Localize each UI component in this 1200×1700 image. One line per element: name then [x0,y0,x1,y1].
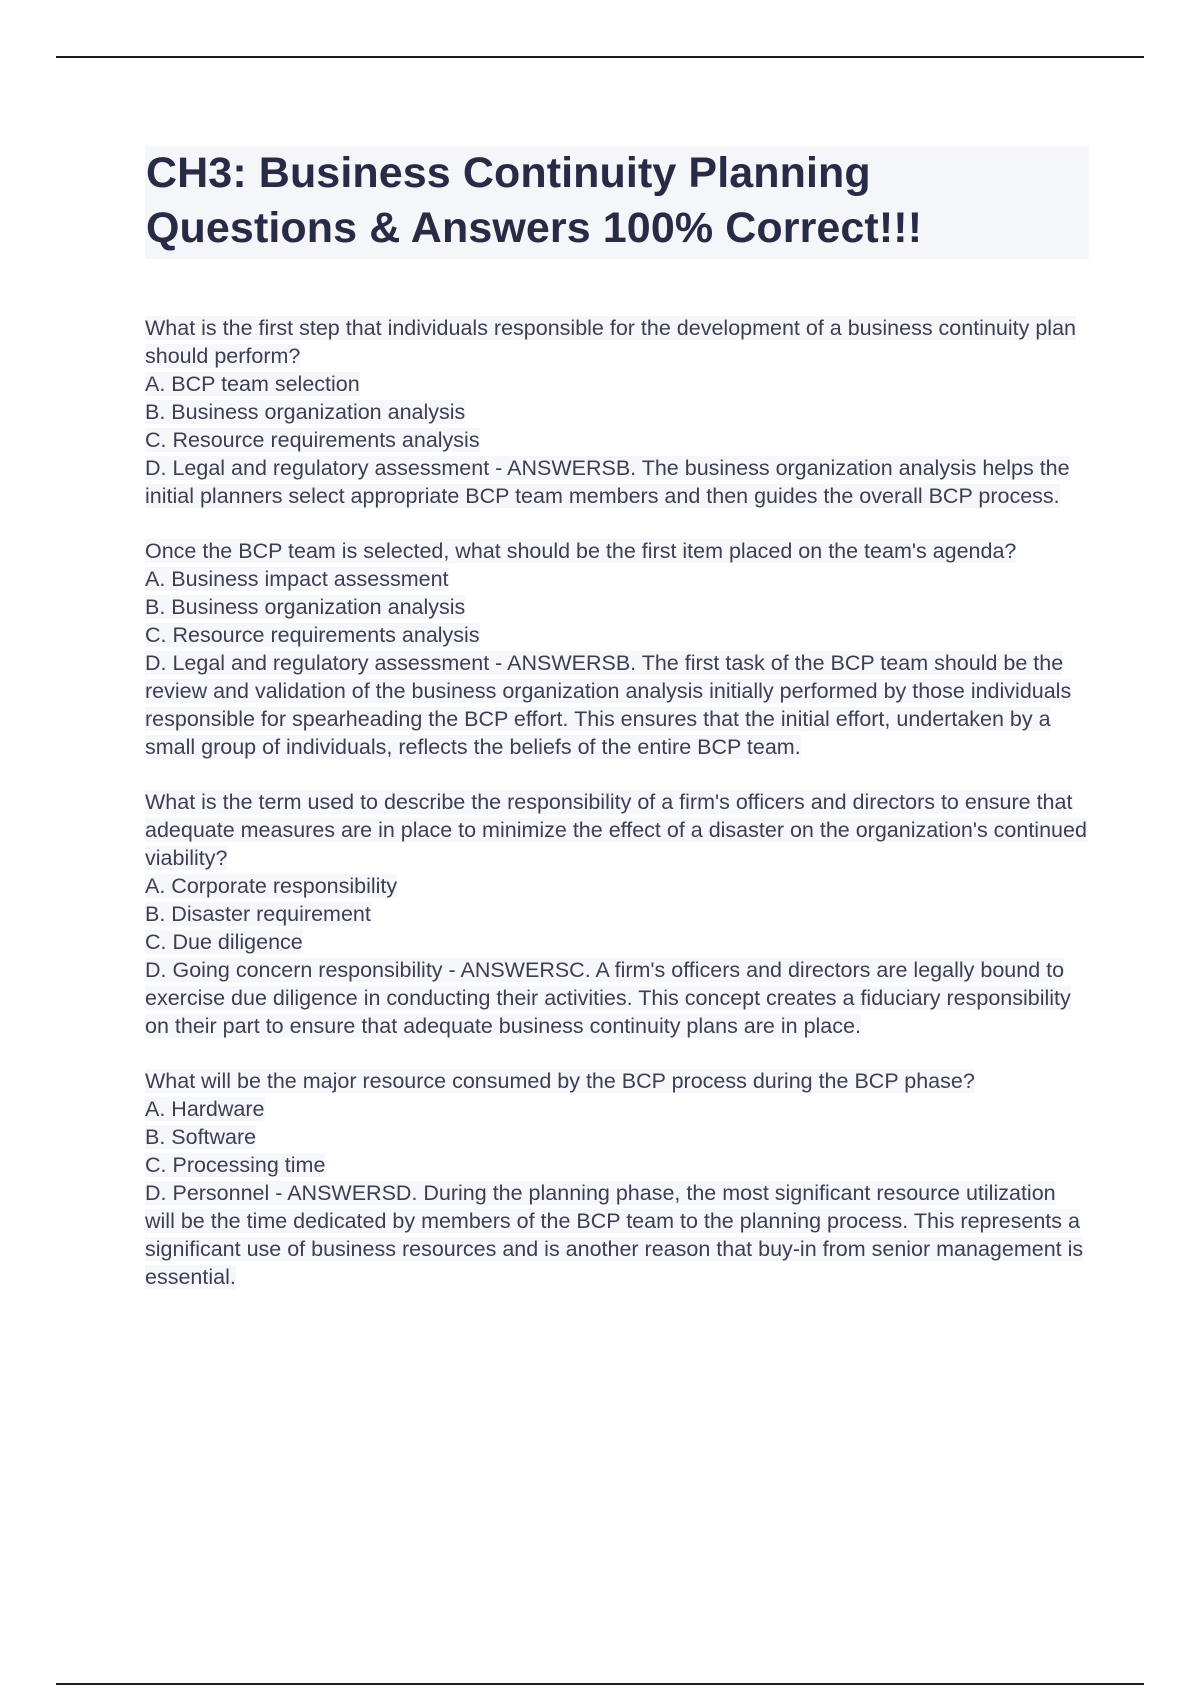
document-body [145,146,1089,1318]
title-line-2: Questions & Answers 100% Correct!!! [146,204,923,252]
option-d-with-answer: D. Legal and regulatory assessment - ANSWERSB. The business organization analysis helps the initial planners select appropriate BCP team members and then guides the overall BCP process. [145,456,1070,508]
question-item-3 [145,788,1089,1040]
question-text: What will be the major resource consumed by the BCP process during the BCP phase? [145,1069,975,1093]
option-c: C. Resource requirements analysis [145,428,480,452]
option-a: A. BCP team selection [145,372,360,396]
question-text: Once the BCP team is selected, what should be the first item placed on the team's agenda? [145,539,1017,563]
document-title [146,146,1083,256]
option-a: A. Corporate responsibility [145,874,398,898]
question-item-2 [145,537,1089,761]
option-a: A. Hardware [145,1097,265,1121]
question-text: What is the first step that individuals responsible for the development of a business continuity plan should perform? [145,316,1076,368]
option-b: B. Business organization analysis [145,400,466,424]
bottom-divider [56,1683,1144,1685]
question-item-1 [145,314,1089,510]
option-d-with-answer: D. Legal and regulatory assessment - ANSWERSB. The first task of the BCP team should be the review and validation of the business organization analysis initially performed by those individuals responsible for spearheading the BCP effort. This ensures that the initial effort, undertaken by a small group of individuals, reflects the beliefs of the entire BCP team. [145,651,1072,759]
option-d-with-answer: D. Going concern responsibility - ANSWERSC. A firm's officers and directors are legally bound to exercise due diligence in conducting their activities. This concept creates a fiduciary responsibility on their part to ensure that adequate business continuity plans are in place. [145,958,1071,1038]
option-c: C. Due diligence [145,930,303,954]
option-b: B. Disaster requirement [145,902,371,926]
option-b: B. Software [145,1125,257,1149]
title-line-1: CH3: Business Continuity Planning [146,149,871,197]
title-block [145,146,1089,259]
option-a: A. Business impact assessment [145,567,449,591]
option-c: C. Resource requirements analysis [145,623,480,647]
question-list [145,314,1089,1291]
option-d-with-answer: D. Personnel - ANSWERSD. During the planning phase, the most significant resource utilization will be the time dedicated by members of the BCP team to the planning process. This represents a significant use of business resources and is another reason that buy-in from senior management is essential. [145,1181,1084,1289]
top-divider [56,56,1144,58]
option-c: C. Processing time [145,1153,326,1177]
question-item-4 [145,1067,1089,1291]
question-text: What is the term used to describe the responsibility of a firm's officers and directors to ensure that adequate measures are in place to minimize the effect of a disaster on the organization's continued viability? [145,790,1087,870]
option-b: B. Business organization analysis [145,595,466,619]
